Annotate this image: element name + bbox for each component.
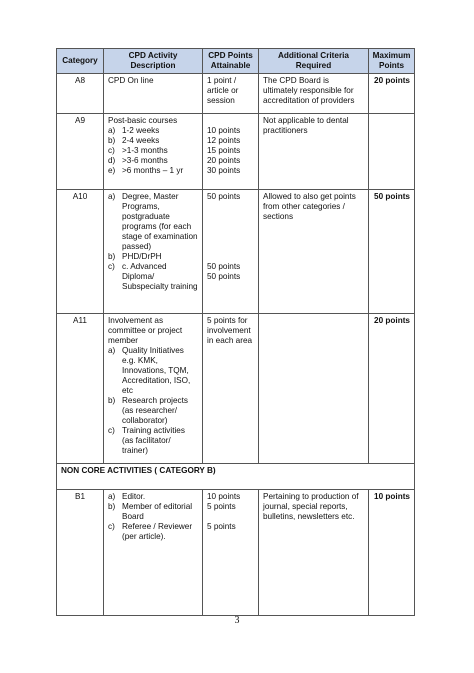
list-text: >1-3 months: [122, 146, 168, 155]
points-value: 15 points: [207, 146, 241, 155]
activity-description: [104, 114, 203, 190]
points-cell: [203, 190, 259, 314]
points-cell: [203, 114, 259, 190]
criteria-cell: Allowed to also get points from other categories / sections: [259, 190, 369, 314]
list-item: [108, 166, 198, 176]
header-max: Maximum Points: [369, 49, 415, 74]
points-value: 50 points: [207, 262, 241, 271]
list-marker: b): [108, 252, 116, 261]
header-points: CPD Points Attainable: [203, 49, 259, 74]
description-intro: Post-basic courses: [108, 116, 178, 125]
points-value: 1 point / article or session: [207, 76, 239, 105]
list-text: c. Advanced Diploma/ Subspecialty training: [122, 262, 198, 291]
list-marker: c): [108, 522, 115, 531]
list-marker: a): [108, 346, 116, 355]
list-item: [108, 146, 198, 156]
list-marker: a): [108, 192, 116, 201]
points-cell: [203, 314, 259, 464]
section-title: NON CORE ACTIVITIES ( CATEGORY B): [57, 464, 415, 490]
points-value: 5 points: [207, 522, 236, 531]
points-value: 50 points: [207, 192, 241, 201]
table-row-a10: [57, 190, 415, 314]
table-row-a11: [57, 314, 415, 464]
description-intro: Involvement as committee or project member: [108, 316, 183, 345]
points-value: 12 points: [207, 136, 241, 145]
list-item: [108, 396, 198, 426]
points-value: 30 points: [207, 166, 241, 175]
criteria-cell: [259, 314, 369, 464]
list-marker: b): [108, 396, 116, 405]
list-item: [108, 346, 198, 396]
max-points: 20 points: [369, 314, 415, 464]
description-list: [108, 192, 198, 292]
list-item: [108, 426, 198, 456]
activity-description: [104, 190, 203, 314]
cpd-activities-table: [56, 48, 415, 616]
points-value: 10 points: [207, 492, 241, 501]
table-row-a8: [57, 74, 415, 114]
max-points: 10 points: [369, 490, 415, 616]
page-number: 3: [234, 615, 240, 626]
activity-description: [104, 490, 203, 616]
category-code: A9: [57, 114, 104, 190]
description-list: [108, 126, 198, 176]
list-item: [108, 156, 198, 166]
criteria-cell: The CPD Board is ultimately responsible for accreditation of providers: [259, 74, 369, 114]
points-value: 10 points: [207, 126, 241, 135]
list-item: [108, 502, 198, 522]
activity-description: [104, 74, 203, 114]
list-text: Member of editorial Board: [122, 502, 193, 521]
points-cell: [203, 74, 259, 114]
list-text: Referee / Reviewer (per article).: [122, 522, 193, 541]
list-item: [108, 252, 198, 262]
header-category: Category: [57, 49, 104, 74]
list-marker: b): [108, 136, 116, 145]
criteria-cell: Not applicable to dental practitioners: [259, 114, 369, 190]
list-text: Training activities (as facilitator/ trainer): [122, 426, 185, 455]
header-criteria: Additional Criteria Required: [259, 49, 369, 74]
list-text: PHD/DrPH: [122, 252, 162, 261]
description-list: [108, 492, 198, 542]
list-item: [108, 192, 198, 252]
list-marker: d): [108, 156, 116, 165]
list-marker: c): [108, 262, 115, 271]
list-marker: a): [108, 492, 116, 501]
list-item: [108, 522, 198, 542]
list-text: 1-2 weeks: [122, 126, 160, 135]
list-item: [108, 262, 198, 292]
list-marker: c): [108, 426, 115, 435]
table-row-a9: [57, 114, 415, 190]
max-points: [369, 114, 415, 190]
description-list: [108, 346, 198, 456]
points-value: 5 points: [207, 502, 236, 511]
points-value: 5 points for involvement in each area: [207, 316, 253, 345]
list-marker: e): [108, 166, 116, 175]
section-row: [57, 464, 415, 490]
list-text: Editor.: [122, 492, 146, 501]
category-code: A11: [57, 314, 104, 464]
description-intro: CPD On line: [108, 76, 154, 85]
list-text: Research projects (as researcher/ collaborator): [122, 396, 188, 425]
table-header-row: [57, 49, 415, 74]
category-code: A10: [57, 190, 104, 314]
list-item: [108, 126, 198, 136]
list-text: >6 months – 1 yr: [122, 166, 184, 175]
list-text: 2-4 weeks: [122, 136, 160, 145]
list-item: [108, 136, 198, 146]
list-text: >3-6 months: [122, 156, 168, 165]
criteria-cell: Pertaining to production of journal, special reports, bulletins, newsletters etc.: [259, 490, 369, 616]
category-code: B1: [57, 490, 104, 616]
points-value: 50 points: [207, 272, 241, 281]
header-description: CPD Activity Description: [104, 49, 203, 74]
activity-description: [104, 314, 203, 464]
list-marker: a): [108, 126, 116, 135]
max-points: 20 points: [369, 74, 415, 114]
points-cell: [203, 490, 259, 616]
points-value: 20 points: [207, 156, 241, 165]
table-row-b1: [57, 490, 415, 616]
list-item: [108, 492, 198, 502]
list-text: Degree, Master Programs, postgraduate programs (for each stage of examination passed): [122, 192, 198, 251]
list-marker: b): [108, 502, 116, 511]
list-text: Quality Initiatives e.g. KMK, Innovations, TQM, Accreditation, ISO, etc: [122, 346, 191, 395]
max-points: 50 points: [369, 190, 415, 314]
category-code: A8: [57, 74, 104, 114]
list-marker: c): [108, 146, 115, 155]
